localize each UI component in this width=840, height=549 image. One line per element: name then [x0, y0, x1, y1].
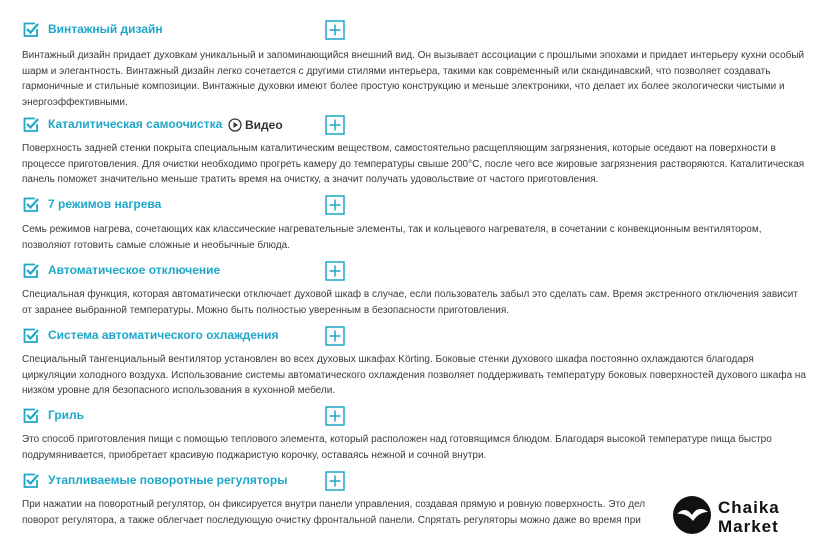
checkbox-check-icon: [22, 407, 39, 424]
logo-text-line1: Chaika: [718, 498, 780, 517]
description-line: Специальный тангенциальный вентилятор установлен во всех духовых шкафах Körting. Боковые стенки духового шкафа постоянно охлаждаются благодаря: [22, 354, 754, 365]
description-line: Винтажный дизайн придает духовкам уникальный и запоминающийся внешний вид. Он вызывает ассоциации с прошлыми эпохами и придает интерьеру кухни особый: [22, 50, 805, 61]
feature-title: 7 режимов нагрева: [48, 197, 162, 211]
description-line: Специальная функция, которая автоматически отключает духовой шкаф в случае, если пользователь забыл это сделать сам. Время экстренного отключения зависит: [22, 289, 798, 300]
description-line: При нажатии на поворотный регулятор, он фиксируется внутри панели управления, создавая прямую и ровную поверхность. Это дел: [22, 499, 646, 510]
checkbox-check-icon: [22, 262, 39, 279]
description-line: циркуляции холодного воздуха. Использование системы автоматического охлаждения позволяет поддерживать температуру боковых поверхностей духового шкафа на: [22, 369, 806, 381]
feature-description: [22, 432, 822, 463]
logo-text-line2: Market: [718, 517, 779, 536]
feature-header[interactable]: [0, 261, 840, 283]
seagull-logo-icon: [672, 495, 712, 535]
feature-title: Автоматическое отключение: [48, 263, 221, 277]
description-line: поворот регулятора, а также облегчает последующую очистку фронтальной панели. Спрятать регуляторы можно даже во время при: [22, 514, 641, 526]
description-line: шарм и элегантность. Винтажный дизайн легко сочетается с другими стилями интерьера, такими как современный или скандинавский, что позволяет создавать: [22, 65, 771, 77]
feature-title: Винтажный дизайн: [48, 22, 163, 36]
plus-square-icon[interactable]: [325, 406, 345, 426]
feature-description: [22, 141, 822, 188]
checkbox-check-icon: [22, 116, 39, 133]
plus-square-icon[interactable]: [325, 326, 345, 346]
description-line: подрумянивается, приобретает красивую поджаристую корочку, оставаясь нежной и сочной внутри.: [22, 449, 487, 461]
feature-description: [22, 352, 822, 399]
description-line: панель поможет значительно меньше тратить время на очистку, а значит получать удовольствие от частого приготовления.: [22, 174, 599, 185]
description-line: Семь режимов нагрева, сочетающих как классические нагревательные элементы, так и кольцевого нагревателя, в сочетании с конвекционным вентилятором,: [22, 224, 762, 235]
description-line: Поверхность задней стенки покрыта специальным каталитическим веществом, самостоятельно расщепляющим загрязнения, которые оседают на поверхности в: [22, 143, 776, 154]
feature-header[interactable]: [0, 406, 840, 428]
checkbox-check-icon: [22, 196, 39, 213]
feature-title: Гриль: [48, 408, 85, 422]
video-link[interactable]: [228, 116, 283, 134]
plus-square-icon[interactable]: [325, 115, 345, 135]
plus-square-icon[interactable]: [325, 471, 345, 491]
description-line: низком уровне для безопасного использования в кухонной мебели.: [22, 385, 336, 396]
play-circle-icon: [228, 118, 242, 132]
checkbox-check-icon: [22, 327, 39, 344]
brand-logo: [662, 487, 840, 549]
feature-title: Система автоматического охлаждения: [48, 328, 279, 342]
feature-description: [22, 497, 652, 528]
checkbox-check-icon: [22, 472, 39, 489]
feature-header[interactable]: [0, 20, 840, 42]
feature-header[interactable]: [0, 326, 840, 348]
checkbox-check-icon: [22, 21, 39, 38]
feature-description: [22, 287, 822, 318]
feature-description: [22, 48, 822, 110]
feature-header[interactable]: [0, 115, 840, 137]
description-line: позволяют готовить самые сложные и необычные блюда.: [22, 239, 290, 251]
description-line: энергоэффективными.: [22, 96, 128, 108]
feature-title: Утапливаемые поворотные регуляторы: [48, 473, 288, 487]
description-line: процессе приготовления. Для очистки необходимо прогреть камеру до температуры свыше 200°С, после чего все жировые загрязнения растворяются. Каталитическая: [22, 158, 805, 170]
description-line: от заранее выбранной температуры. Можно быть полностью уверенным в безопасности приготовления.: [22, 304, 510, 316]
plus-square-icon[interactable]: [325, 261, 345, 281]
feature-description: [22, 222, 822, 253]
plus-square-icon[interactable]: [325, 20, 345, 40]
description-line: Это способ приготовления пищи с помощью теплового элемента, который расположен над готовящимся блюдом. Благодаря высокой температуре пища быстро: [22, 434, 772, 445]
feature-title: Каталитическая самоочистка: [48, 117, 223, 131]
description-line: гармоничные и стильные композиции. Винтажные духовки имеют более простую конструкцию и меньше электроники, что делает их более экологически чистыми и: [22, 81, 785, 92]
feature-header[interactable]: [0, 195, 840, 217]
plus-square-icon[interactable]: [325, 195, 345, 215]
video-label: Видео: [245, 118, 283, 132]
